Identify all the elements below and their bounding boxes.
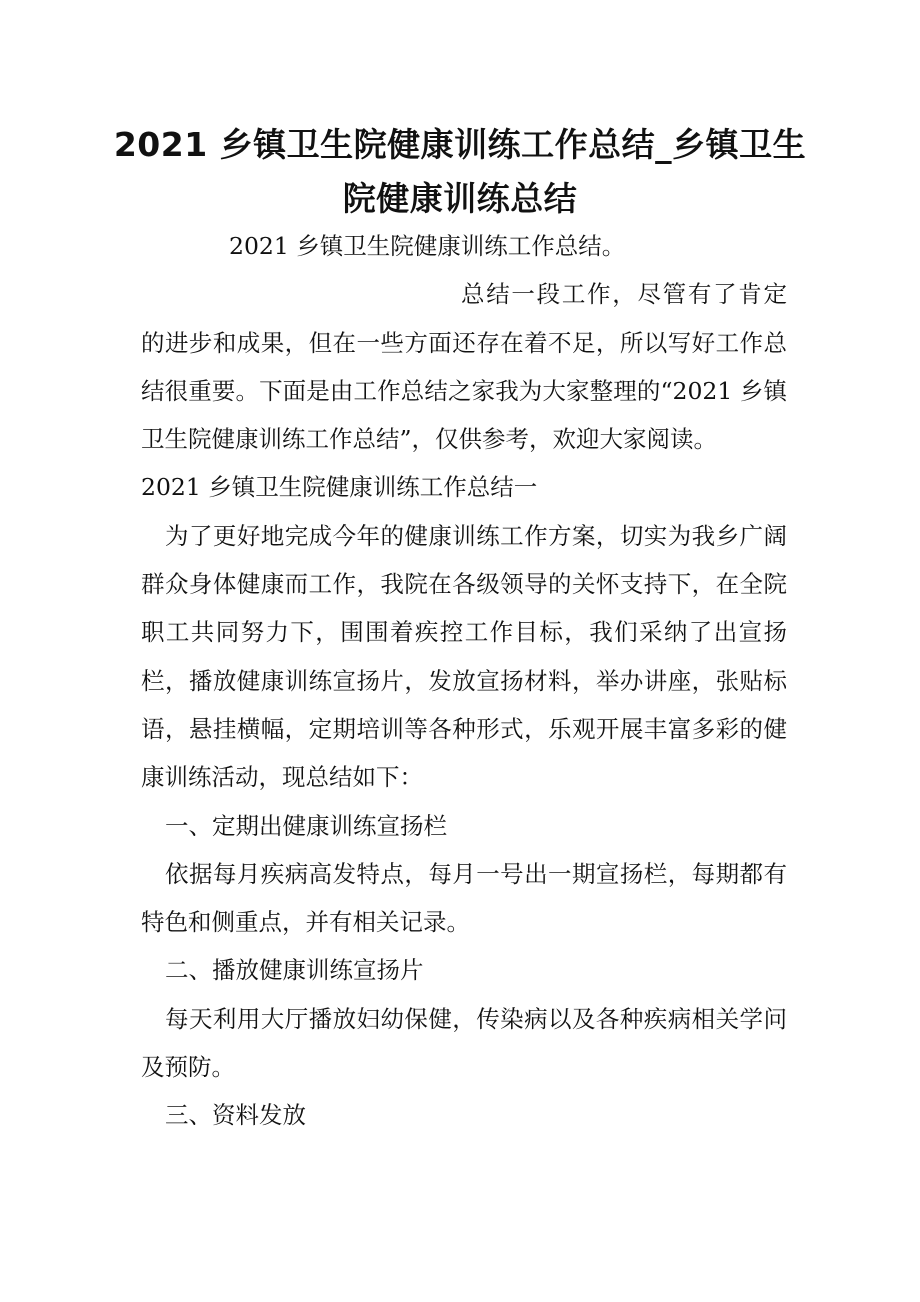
document-title: 2021 乡镇卫生院健康训练工作总结_乡镇卫生院健康训练总结 <box>113 125 807 218</box>
section-heading: 2021 乡镇卫生院健康训练工作总结一 <box>141 473 538 502</box>
item-1-body: 依据每月疾病高发特点，每月一号出一期宣扬栏，每期都有特色和侧重点，并有相关记录。 <box>141 859 787 937</box>
intro-paragraph: 2021 乡镇卫生院健康训练工作总结。 <box>229 232 626 260</box>
item-2-heading: 二、播放健康训练宣扬片 <box>165 956 424 985</box>
item-3-heading: 三、资料发放 <box>165 1101 306 1130</box>
document-body <box>141 222 787 1140</box>
summary-paragraph: 总结一段工作，尽管有了肯定的进步和成果，但在一些方面还存在着不足，所以写好工作总结很重要。下面是由工作总结之家我为大家整理的“2021 乡镇卫生院健康训练工作总结”，仅供参考，欢迎大家阅读。 <box>141 280 787 454</box>
overview-paragraph: 为了更好地完成今年的健康训练工作方案，切实为我乡广阔群众身体健康而工作，我院在各级领导的关怀支持下，在全院职工共同努力下，围围着疾控工作目标，我们采纳了出宣扬栏，播放健康训练宣扬片，发放宣扬材料，举办讲座，张贴标语，悬挂横幅，定期培训等各种形式，乐观开展丰富多彩的健康训练活动，现总结如下： <box>141 521 787 792</box>
item-1-heading: 一、定期出健康训练宣扬栏 <box>165 811 447 840</box>
item-2-body: 每天利用大厅播放妇幼保健，传染病以及各种疾病相关学问及预防。 <box>141 1004 787 1082</box>
